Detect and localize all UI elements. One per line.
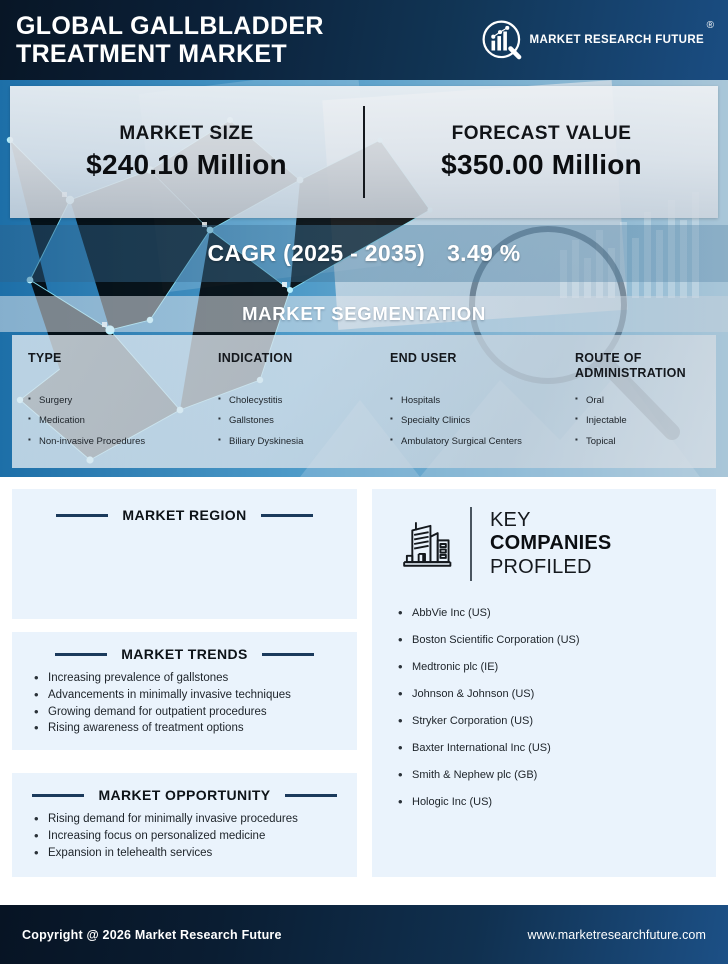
segmentation-list xyxy=(218,395,366,447)
segmentation-column-route-of-administration xyxy=(559,351,716,468)
list-item: • Boston Scientific Corporation (US) xyxy=(398,634,716,646)
segmentation-column-indication xyxy=(202,351,374,468)
dash-right-icon xyxy=(261,514,313,517)
cagr-strip xyxy=(0,225,728,282)
cagr-value: 3.49 % xyxy=(447,240,521,266)
key-metrics-band xyxy=(10,86,718,218)
list-item: • Rising awareness of treatment options xyxy=(34,720,357,737)
list-item: • AbbVie Inc (US) xyxy=(398,607,716,619)
market-size-value: $240.10 Million xyxy=(86,149,287,180)
list-item: • Advancements in minimally invasive techniques xyxy=(34,687,357,704)
forecast-value-label: FORECAST VALUE xyxy=(451,123,632,144)
list-item: • Hologic Inc (US) xyxy=(398,796,716,808)
list-item: • Stryker Corporation (US) xyxy=(398,715,716,727)
segmentation-title-strip xyxy=(0,296,728,332)
list-item: ▪ Biliary Dyskinesia xyxy=(218,436,366,447)
segmentation-list xyxy=(28,395,194,447)
list-item: ▪ Ambulatory Surgical Centers xyxy=(390,436,551,447)
dash-right-icon xyxy=(262,653,314,656)
list-item: ▪ Cholecystitis xyxy=(218,395,366,406)
list-item: • Growing demand for outpatient procedures xyxy=(34,704,357,721)
market-size-label: MARKET SIZE xyxy=(119,123,254,144)
market-region-title: MARKET REGION xyxy=(122,507,247,523)
header-bar xyxy=(0,0,728,80)
vertical-divider xyxy=(470,507,472,581)
dash-left-icon xyxy=(32,794,84,797)
magnifier-bar-chart-logo-icon xyxy=(481,19,523,61)
list-item: ▪ Topical xyxy=(575,436,708,447)
key-companies-header xyxy=(372,507,716,581)
market-region-title-row xyxy=(12,507,357,523)
cagr-label: CAGR (2025 - 2035) xyxy=(207,240,426,266)
key-companies-panel xyxy=(372,489,716,877)
segmentation-heading: ROUTE OF ADMINISTRATION xyxy=(575,351,686,380)
registered-trademark-icon: ® xyxy=(706,20,714,31)
footer-bar xyxy=(0,905,728,964)
market-opportunity-title-row xyxy=(12,787,357,803)
page-title: GLOBAL GALLBLADDER TREATMENT MARKET xyxy=(16,11,324,68)
market-opportunity-list xyxy=(12,811,357,861)
segmentation-heading: END USER xyxy=(390,351,457,365)
list-item: • Smith & Nephew plc (GB) xyxy=(398,769,716,781)
list-item: ▪ Injectable xyxy=(575,415,708,426)
metric-market-size xyxy=(10,123,363,181)
market-trends-list xyxy=(12,670,357,737)
key-companies-word-companies: COMPANIES xyxy=(490,532,612,555)
list-item: ▪ Oral xyxy=(575,395,708,406)
segmentation-list xyxy=(390,395,551,447)
list-item: ▪ Medication xyxy=(28,415,194,426)
segmentation-column-type xyxy=(12,351,202,468)
list-item: • Johnson & Johnson (US) xyxy=(398,688,716,700)
list-item: ▪ Gallstones xyxy=(218,415,366,426)
segmentation-list xyxy=(575,395,708,447)
footer-copyright: Copyright @ 2026 Market Research Future xyxy=(22,927,282,942)
market-opportunity-title: MARKET OPPORTUNITY xyxy=(98,787,271,803)
lower-section xyxy=(0,477,728,888)
office-building-icon xyxy=(396,515,454,573)
market-trends-title: MARKET TRENDS xyxy=(121,646,248,662)
list-item: ▪ Non-invasive Procedures xyxy=(28,436,194,447)
list-item: • Expansion in telehealth services xyxy=(34,845,357,862)
key-companies-word-profiled: PROFILED xyxy=(490,555,592,578)
brand-logo-text: MARKET RESEARCH FUTURE xyxy=(529,34,704,46)
footer-website-url[interactable]: www.marketresearchfuture.com xyxy=(527,927,706,942)
list-item: • Rising demand for minimally invasive procedures xyxy=(34,811,357,828)
list-item: ▪ Surgery xyxy=(28,395,194,406)
list-item: ▪ Specialty Clinics xyxy=(390,415,551,426)
segmentation-title: MARKET SEGMENTATION xyxy=(242,303,486,324)
metric-forecast-value xyxy=(365,123,718,181)
dash-right-icon xyxy=(285,794,337,797)
key-companies-heading xyxy=(490,509,611,579)
list-item: • Increasing prevalence of gallstones xyxy=(34,670,357,687)
market-trends-card xyxy=(12,632,357,750)
list-item: • Baxter International Inc (US) xyxy=(398,742,716,754)
list-item: • Medtronic plc (IE) xyxy=(398,661,716,673)
segmentation-heading: INDICATION xyxy=(218,351,293,365)
dash-left-icon xyxy=(56,514,108,517)
segmentation-heading: TYPE xyxy=(28,351,62,365)
market-opportunity-card xyxy=(12,773,357,877)
segmentation-panel xyxy=(12,335,716,468)
dash-left-icon xyxy=(55,653,107,656)
banner-section xyxy=(0,80,728,477)
list-item: ▪ Hospitals xyxy=(390,395,551,406)
list-item: • Increasing focus on personalized medicine xyxy=(34,828,357,845)
market-region-card xyxy=(12,489,357,619)
watermark-url: www.marketresearchfuture.com xyxy=(527,887,706,901)
watermark-copyright: Copyright @ 2025 Market Research Future xyxy=(22,887,282,901)
forecast-value-amount: $350.00 Million xyxy=(441,149,642,180)
key-companies-list xyxy=(372,607,716,808)
brand-logo[interactable] xyxy=(481,19,714,61)
key-companies-word-key: KEY xyxy=(490,509,531,532)
market-trends-title-row xyxy=(12,646,357,662)
segmentation-column-end-user xyxy=(374,351,559,468)
